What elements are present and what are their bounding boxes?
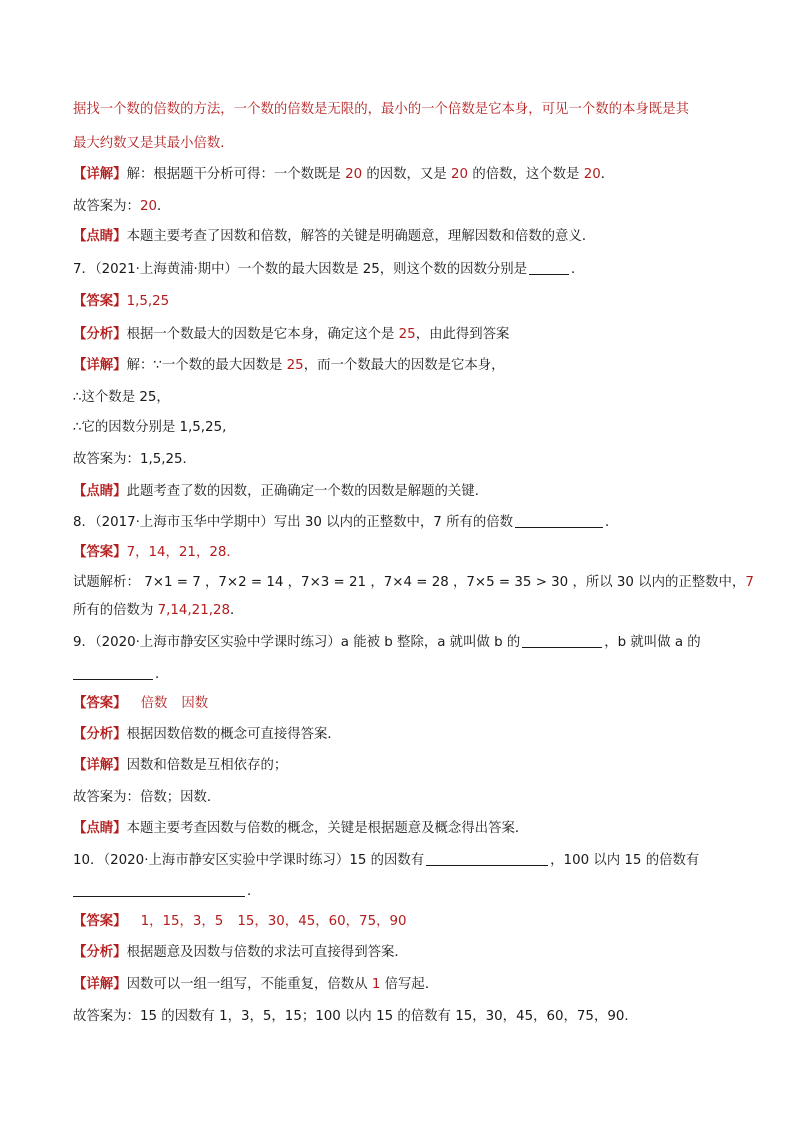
q9-answer-1: 倍数 — [140, 696, 168, 711]
intro-text-1: 据找一个数的倍数的方法，一个数的倍数是无限的，最小的一个倍数是它本身，可见一个数的本身既是其 — [73, 102, 689, 117]
comment-tag: 【点睛】 — [73, 821, 127, 836]
q6-answer-a: 故答案为： — [73, 199, 140, 214]
q8-solution-2b: ． — [230, 603, 244, 618]
q6-detail-a: 解：根据题干分析可得：一个数既是 — [126, 167, 341, 182]
q9-analysis-text: 根据因数倍数的概念可直接得答案． — [126, 727, 341, 742]
answer-blank — [529, 260, 569, 275]
analysis-tag: 【分析】 — [73, 945, 127, 960]
q10-detail-n: 1 — [371, 977, 381, 992]
q7-analysis — [73, 325, 733, 345]
q6-answer — [73, 197, 733, 217]
q7-question-a: 7．（2021·上海黄浦·期中）一个数的最大因数是 25，则这个数的因数分别是 — [73, 262, 528, 277]
answer-blank — [426, 851, 548, 866]
q8-question — [73, 513, 733, 533]
q10-question-1 — [73, 851, 733, 871]
q8-solution-2a: 所有的倍数为 — [73, 603, 158, 618]
q8-solution-a: 试题解析： 7×1 = 7 ，7×2 = 14 ，7×3 = 21 ，7×4 = 28 ，7×5 = 35 > 30 ，所以 30 以内的正整数中， — [73, 575, 746, 590]
q10-analysis-text: 根据题意及因数与倍数的求法可直接得到答案． — [126, 945, 408, 960]
q7-step-2-text: ∴它的因数分别是 1,5,25, — [73, 420, 227, 435]
q6-detail-b: 的因数，又是 — [366, 167, 447, 182]
analysis-tag: 【分析】 — [73, 327, 127, 342]
intro-text-2: 最大约数又是其最小倍数． — [73, 136, 234, 151]
q6-comment — [73, 227, 733, 247]
q6-detail — [73, 165, 733, 185]
q9-analysis — [73, 725, 733, 745]
q7-step-1 — [73, 388, 733, 408]
q6-detail-n1: 20 — [345, 167, 363, 182]
q7-analysis-b: ，由此得到答案 — [415, 327, 510, 342]
q10-question-a: 10．（2020·上海市静安区实验中学课时练习）15 的因数有 — [73, 853, 425, 868]
q7-step-2 — [73, 418, 733, 438]
q7-comment-text: 此题考查了数的因数，正确确定一个数的因数是解题的关键． — [126, 484, 489, 499]
q10-question-c: ． — [247, 884, 261, 899]
q9-detail — [73, 756, 733, 776]
q6-detail-n3: 20 — [583, 167, 601, 182]
q9-question-2 — [73, 665, 733, 685]
q10-answer — [73, 912, 733, 932]
answer-blank — [73, 882, 245, 897]
q8-answer — [73, 543, 733, 563]
q7-final-text: 故答案为：1,5,25． — [73, 452, 196, 467]
q9-final-text: 故答案为：倍数；因数． — [73, 790, 221, 805]
q7-detail — [73, 356, 733, 376]
q7-detail-a: 解：∵一个数的最大因数是 — [126, 358, 283, 373]
q10-analysis — [73, 943, 733, 963]
q8-solution-n: 7 — [745, 575, 754, 590]
q7-analysis-n: 25 — [398, 327, 416, 342]
answer-tag: 【答案】 — [73, 545, 127, 560]
detail-tag: 【详解】 — [73, 758, 127, 773]
q8-solution-1 — [73, 573, 754, 593]
q6-answer-n: 20 — [139, 199, 157, 214]
analysis-tag: 【分析】 — [73, 727, 127, 742]
q6-detail-n2: 20 — [451, 167, 469, 182]
answer-tag: 【答案】 — [73, 696, 127, 711]
q9-question-a: 9．（2020·上海市静安区实验中学课时练习）a 能被 b 整除，a 就叫做 b 的 — [73, 635, 521, 650]
answer-blank — [522, 633, 602, 648]
q7-question-b: ． — [571, 262, 585, 277]
q10-final — [73, 1007, 733, 1027]
q10-question-b: ，100 以内 15 的倍数有 — [550, 853, 700, 868]
q10-answer-2: 15，30，45，60，75，90 — [237, 914, 407, 929]
q6-detail-d: ． — [600, 167, 615, 182]
q8-question-b: ． — [605, 515, 619, 530]
comment-tag: 【点睛】 — [73, 484, 127, 499]
q8-solution-2n: 7,14,21,28 — [157, 603, 231, 618]
q9-answer — [73, 694, 733, 714]
detail-tag: 【详解】 — [73, 358, 127, 373]
q6-detail-c: 的倍数，这个数是 — [472, 167, 580, 182]
q9-question-1 — [73, 633, 733, 653]
q10-final-text: 故答案为：15 的因数有 1，3，5，15；100 以内 15 的倍数有 15，30，45，60，75，90． — [73, 1009, 638, 1024]
q10-detail-b: 倍写起． — [384, 977, 439, 992]
q8-question-a: 8．（2017·上海市玉华中学期中）写出 30 以内的正整数中，7 所有的倍数 — [73, 515, 514, 530]
q7-analysis-a: 根据一个数最大的因数是它本身，确定这个是 — [126, 327, 395, 342]
q7-detail-b: ，而一个数最大的因数是它本身， — [303, 358, 505, 373]
detail-tag: 【详解】 — [73, 977, 127, 992]
q7-comment — [73, 482, 733, 502]
q7-step-1-text: ∴这个数是 25， — [73, 390, 170, 405]
intro-line-1 — [73, 100, 733, 120]
answer-blank — [515, 513, 603, 528]
detail-tag: 【详解】 — [73, 167, 127, 182]
q7-answer-text: 1,5,25 — [126, 294, 170, 309]
intro-line-2 — [73, 134, 733, 154]
q9-final — [73, 788, 733, 808]
comment-tag: 【点睛】 — [73, 229, 127, 244]
q8-answer-text: 7，14，21，28． — [126, 545, 240, 560]
q9-question-c: ． — [155, 667, 169, 682]
answer-tag: 【答案】 — [73, 914, 127, 929]
q10-detail — [73, 975, 733, 995]
q6-comment-text: 本题主要考查了因数和倍数，解答的关键是明确题意，理解因数和倍数的意义． — [126, 229, 596, 244]
q7-final — [73, 450, 733, 470]
q9-answer-2: 因数 — [181, 696, 209, 711]
q9-question-b: ，b 就叫做 a 的 — [604, 635, 701, 650]
q10-answer-1: 1，15，3，5 — [140, 914, 224, 929]
q6-answer-b: ． — [157, 199, 171, 214]
q10-detail-a: 因数可以一组一组写，不能重复，倍数从 — [126, 977, 368, 992]
q7-detail-n: 25 — [286, 358, 304, 373]
answer-blank — [73, 665, 153, 680]
q9-detail-text: 因数和倍数是互相依存的； — [126, 758, 288, 773]
q7-question — [73, 260, 733, 280]
q10-question-2 — [73, 882, 733, 902]
q7-answer — [73, 292, 733, 312]
q9-comment — [73, 819, 733, 839]
q9-comment-text: 本题主要考查因数与倍数的概念，关键是根据题意及概念得出答案． — [126, 821, 529, 836]
answer-tag: 【答案】 — [73, 294, 127, 309]
q8-solution-2 — [73, 601, 733, 621]
